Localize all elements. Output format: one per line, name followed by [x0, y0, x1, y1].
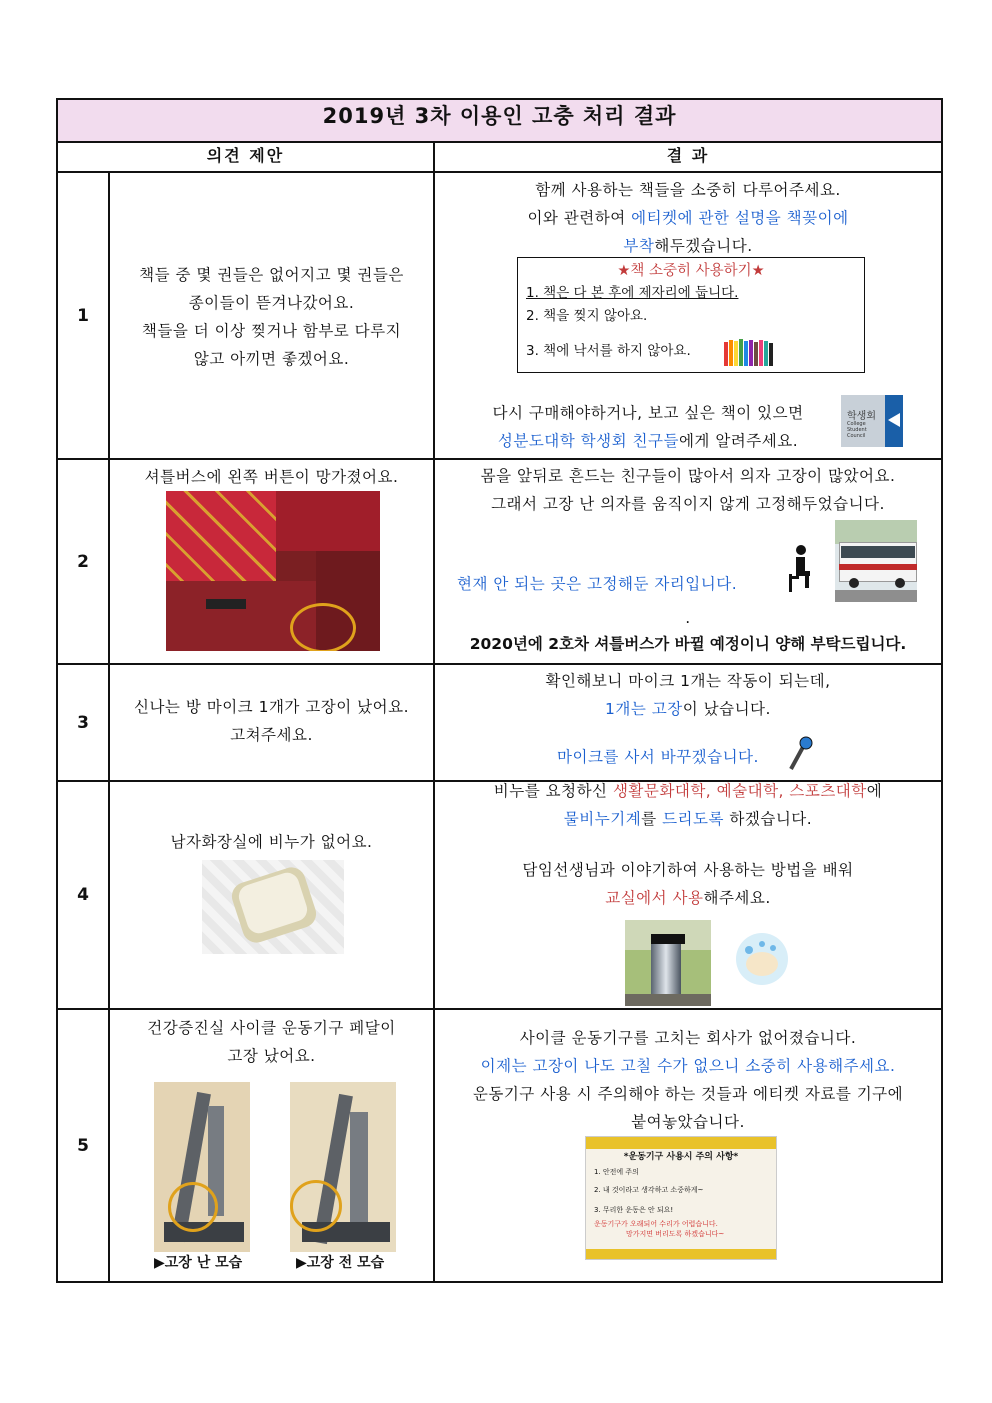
hand-washing-icon [735, 932, 789, 986]
exercise-notice-poster: *운동기구 사용시 주의 사항* 1. 안전에 주의 2. 내 것이라고 생각하고 소중하게~ 3. 무리한 운동은 안 되요! 운동기구가 오래되어 수리가 어렵습니다. 망가지면 버리도록 하겠습니다~ [585, 1136, 777, 1260]
microphone-icon [785, 735, 813, 773]
table-title: 2019년 3차 이용인 고충 처리 결과 [57, 99, 942, 142]
complaint-results-table [56, 98, 943, 1283]
rule-item: 3. 책에 낙서를 하지 않아요. [526, 343, 691, 359]
result-text-bottom: 다시 구매해야하거나, 보고 싶은 책이 있으면 성분도대학 학생회 친구들에게 알려주세요. [492, 404, 804, 450]
table-row [57, 459, 942, 664]
soap-dispenser-photo [625, 920, 711, 1006]
colored-pencils-icon [722, 338, 778, 368]
rules-title: ★책 소중히 사용하기★ [617, 263, 765, 279]
opinion-text: 책들 중 몇 권들은 없어지고 몇 권들은 종이들이 뜯겨나갔어요. 책들을 더 이상 찢거나 함부로 다루지 않고 아끼면 좋겠어요. [139, 266, 404, 368]
result-text: 비누를 요청하신 생활문화대학, 예술대학, 스포츠대학에 물비누기계를 드리도록 하겠습니다. [493, 782, 883, 828]
result-text-buy-mic: 마이크를 사서 바꾸겠습니다. [557, 748, 759, 766]
original-exercise-bike-photo [290, 1082, 396, 1252]
student-council-sign-image: 학생회 College Student Council [841, 395, 903, 447]
table-row [57, 664, 942, 781]
highlight-circle [290, 1180, 342, 1232]
opinion-text: 셔틀버스에 왼쪽 버튼이 망가졌어요. [144, 468, 399, 486]
result-text: 함께 사용하는 책들을 소중히 다루어주세요. 이와 관련하여 에티켓에 관한 설명을 책꽂이에 부착해두겠습니다. [527, 181, 849, 255]
opinion-text: 남자화장실에 비누가 없어요. [170, 833, 373, 851]
broken-exercise-bike-photo [154, 1082, 250, 1252]
table-row [57, 781, 942, 1009]
result-cell [434, 781, 942, 1009]
table-row [57, 172, 942, 459]
dot-mark: . [685, 609, 691, 627]
result-text-2020: 2020년에 2호차 셔틀버스가 바뀔 예정이니 양해 부탁드립니다. [469, 635, 907, 653]
header-opinion: 의견 제안 [57, 142, 434, 172]
arrow-icon [888, 413, 900, 427]
opinion-cell [109, 781, 434, 1009]
caption-before: ▶고장 전 모습 [296, 1255, 385, 1271]
result-cell [434, 459, 942, 664]
header-result: 결 과 [434, 142, 942, 172]
shuttle-bus-photo [835, 520, 917, 602]
bus-seat-photo [166, 491, 380, 651]
opinion-cell [109, 1009, 434, 1282]
result-text: 몸을 앞뒤로 흔드는 친구들이 많아서 의자 고장이 많았어요. 그래서 고장 난 의자를 움직이지 않게 고정해두었습니다. [480, 467, 896, 513]
result-cell [434, 664, 942, 781]
row-number: 2 [57, 459, 109, 664]
result-text-bottom: 담임선생님과 이야기하여 사용하는 방법을 배워 교실에서 사용해주세요. [522, 861, 854, 907]
highlight-circle [290, 603, 356, 651]
row-number: 1 [57, 172, 109, 459]
opinion-text: 건강증진실 사이클 운동기구 페달이 고장 났어요. [147, 1019, 396, 1065]
result-cell [434, 1009, 942, 1282]
rule-item: 2. 책을 찢지 않아요. [526, 308, 648, 324]
soap-dish-photo [202, 860, 344, 954]
opinion-cell [109, 172, 434, 459]
table-row [57, 1009, 942, 1282]
caption-broken: ▶고장 난 모습 [154, 1255, 243, 1271]
opinion-text: 신나는 방 마이크 1개가 고장이 났어요. 고쳐주세요. [133, 698, 410, 744]
row-number: 3 [57, 664, 109, 781]
result-cell [434, 172, 942, 459]
row-number: 4 [57, 781, 109, 1009]
opinion-cell [109, 459, 434, 664]
result-text: 사이클 운동기구를 고치는 회사가 없어졌습니다. 이제는 고장이 나도 고칠 수가 없으니 소중히 사용해주세요. 운동기구 사용 시 주의해야 하는 것들과 에티켓 자료를 기구에 붙여놓았습니다. [472, 1029, 904, 1131]
person-sitting-icon [787, 544, 817, 594]
row-number: 5 [57, 1009, 109, 1282]
result-text-fixed-seats: 현재 안 되는 곳은 고정해둔 자리입니다. [457, 575, 738, 593]
highlight-circle [168, 1182, 218, 1232]
book-rules-box [517, 257, 865, 373]
opinion-cell [109, 664, 434, 781]
rule-item: 1. 책은 다 본 후에 제자리에 둡니다. [526, 285, 739, 301]
result-text: 확인해보니 마이크 1개는 작동이 되는데, 1개는 고장이 났습니다. [545, 672, 831, 718]
